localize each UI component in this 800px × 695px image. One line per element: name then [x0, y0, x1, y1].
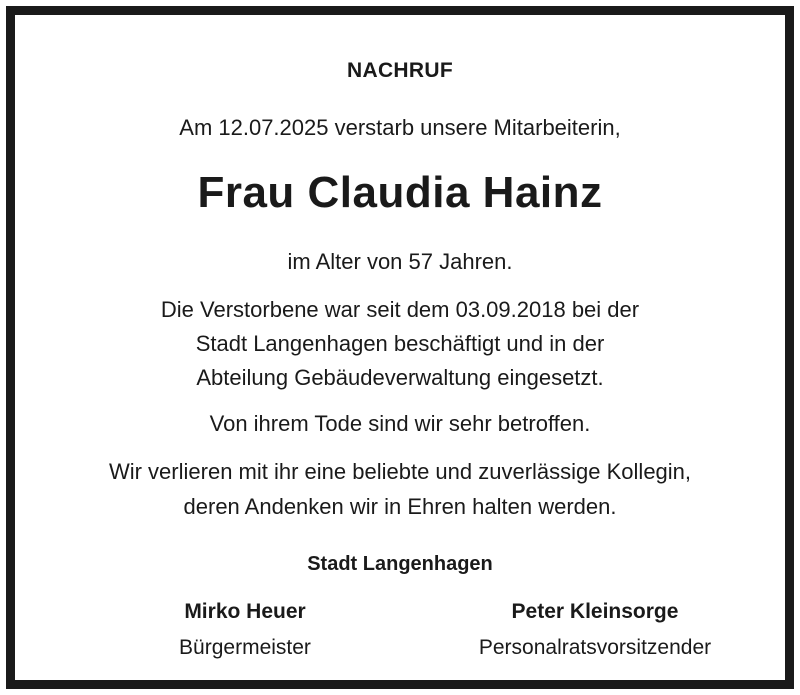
signatory-role: Bürgermeister [179, 636, 311, 659]
body-line: Wir verlieren mit ihr eine beliebte und zuverlässige Kollegin, [108, 459, 692, 484]
signatory-name: Peter Kleinsorge [511, 600, 679, 623]
body-line: Die Verstorbene war seit dem 03.09.2018 bei der [160, 297, 640, 322]
deceased-name: Frau Claudia Hainz [197, 168, 603, 217]
age-text: im Alter von 57 Jahren. [287, 249, 513, 274]
signatory-name: Mirko Heuer [184, 600, 306, 623]
signatory-left [135, 600, 355, 660]
body-line: Stadt Langenhagen beschäftigt und in der [195, 331, 605, 356]
body-line: Abteilung Gebäudeverwaltung eingesetzt. [196, 365, 604, 390]
obituary-frame [6, 6, 794, 689]
intro-text: Am 12.07.2025 verstarb unsere Mitarbeiterin, [179, 115, 621, 140]
body-line: deren Andenken wir in Ehren halten werden. [183, 494, 617, 519]
signatory-right [435, 600, 755, 660]
signatory-role: Personalratsvorsitzender [478, 636, 712, 659]
body-line: Von ihrem Tode sind wir sehr betroffen. [209, 411, 591, 436]
organization-name: Stadt Langenhagen [307, 553, 493, 575]
obituary-heading: NACHRUF [347, 59, 453, 82]
